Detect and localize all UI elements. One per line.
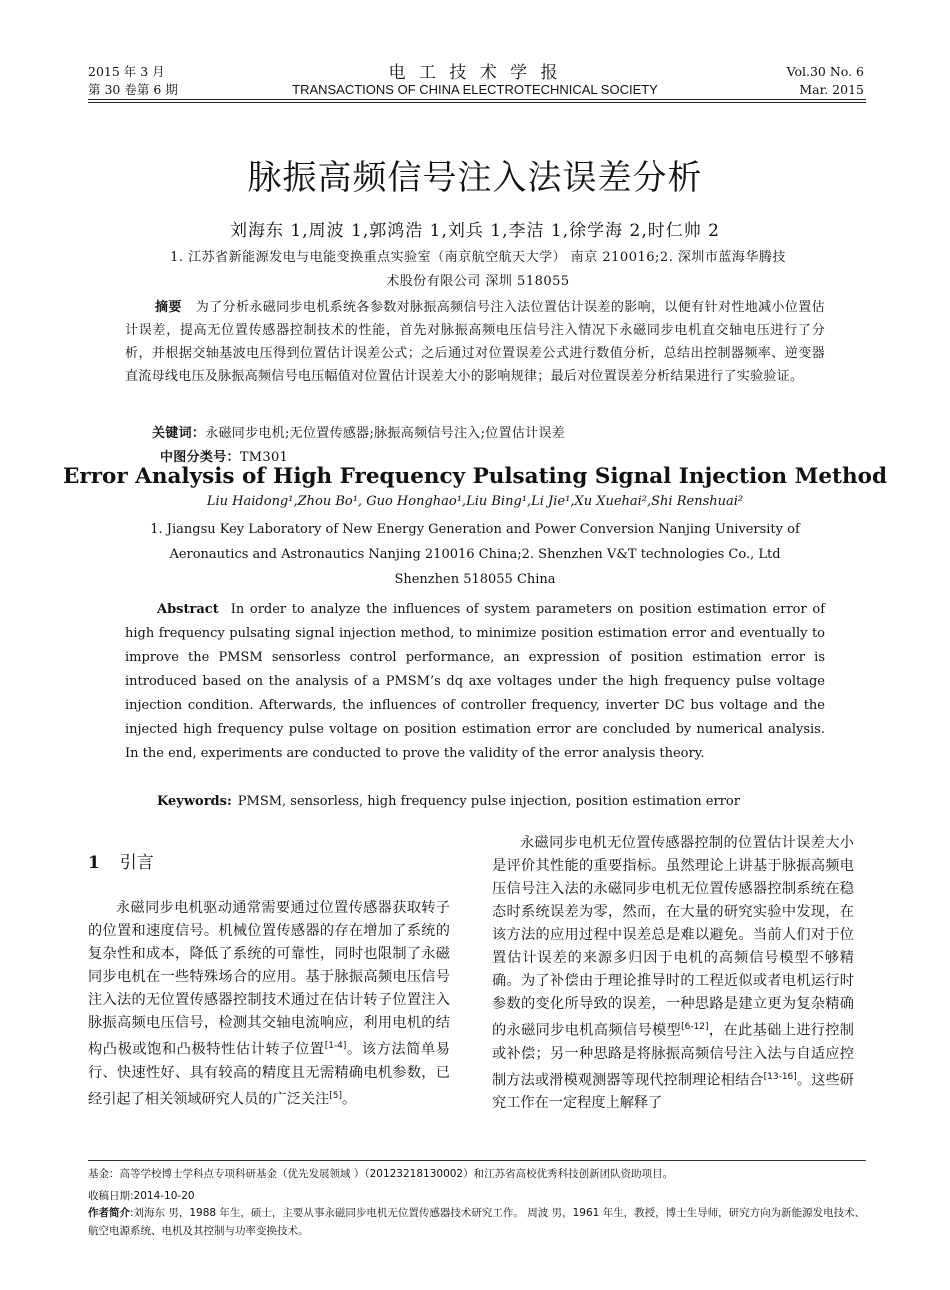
section-number: 1 xyxy=(88,853,100,873)
citation: [1-4] xyxy=(324,1041,347,1051)
affiliation-en-line2: Aeronautics and Astronautics Nanjing 210016 China;2. Shenzhen V&T technologies Co., Ltd xyxy=(169,547,781,562)
header-rule xyxy=(88,99,866,100)
section-heading xyxy=(88,848,154,873)
header-date: 2015 年 3 月 xyxy=(88,64,165,79)
footnote-author-bio xyxy=(88,1204,866,1240)
bio-text: :刘海东 男，1988 年生，硕士，主要从事永磁同步电机无位置传感器技术研究工作。 周波 男，1961 年生，教授，博士生导师，研究方向为新能源发电技术、航空电源系统、电机及其控制与功率变换技术。 xyxy=(88,1207,866,1237)
authors-en: Liu Haidong¹,Zhou Bo¹, Guo Honghao¹,Liu Bing¹,Li Jie¹,Xu Xuehai²,Shi Renshuai² xyxy=(206,494,744,509)
citation: [6-12] xyxy=(681,1022,709,1032)
journal-title-cn: 电 工 技 术 学 报 xyxy=(388,63,562,83)
affiliation-cn-line2: 术股份有限公司 深圳 518055 xyxy=(386,274,570,289)
footnote-fund: 基金：高等学校博士学科点专项科研基金（优先发展领域 ）（20123218130002）和江苏省高校优秀科技创新团队资助项目。 xyxy=(88,1168,674,1180)
header-volume-cn: 第 30 卷第 6 期 xyxy=(88,82,178,97)
affiliation-cn-line1: 1. 江苏省新能源发电与电能变换重点实验室（南京航空航天大学） 南京 210016;2. 深圳市蓝海华腾技 xyxy=(170,250,786,265)
citation: [13-16] xyxy=(763,1071,797,1082)
bio-label: 作者简介 xyxy=(88,1207,130,1219)
keywords-en xyxy=(157,790,847,814)
body-right-text-3: 。这些研究工作在一定程度上解释了 xyxy=(492,1072,854,1112)
section-title: 引言 xyxy=(119,853,154,873)
footnote-rule xyxy=(88,1160,866,1161)
body-left-text-3: 。 xyxy=(341,1091,357,1108)
abstract-en xyxy=(125,598,825,766)
abstract-cn-label: 摘要 xyxy=(155,300,182,315)
paper-title-cn: 脉振高频信号注入法误差分析 xyxy=(247,158,703,198)
body-right-text: 永磁同步电机无位置传感器控制的位置估计误差大小是评价其性能的重要指标。虽然理论上讲基于脉振高频电压信号注入法的永磁同步电机无位置传感器控制系统在稳态时系统误差为零，然而，在大量的研究实验中发现，在该方法的应用过程中误差总是难以避免。当前人们对于位置估计误差的来源多归因于电机的高频信号模型不够精确。为了补偿由于理论推导时的工程近似或者电机运行时参数的变化所导致的误差，一种思路是建立更为复杂精确的永磁同步电机高频信号模型 xyxy=(492,835,854,1039)
footnote-received: 收稿日期:2014-10-20 xyxy=(88,1190,195,1202)
affiliation-en-line1: 1. Jiangsu Key Laboratory of New Energy Generation and Power Conversion Nanjing University of xyxy=(150,522,800,537)
journal-title-en: TRANSACTIONS OF CHINA ELECTROTECHNICAL SOCIETY xyxy=(292,82,658,97)
header-rule-2 xyxy=(88,102,866,103)
body-left-text: 永磁同步电机驱动通常需要通过位置传感器获取转子的位置和速度信号。机械位置传感器的存在增加了系统的复杂性和成本，降低了系统的可靠性，同时也限制了永磁同步电机在一些特殊场合的应用。基于脉振高频电压信号注入法的无位置传感器控制技术通过在估计转子位置注入脉振高频电压信号，检测其交轴电流响应，利用电机的结构凸极或饱和凸极特性估计转子位置 xyxy=(88,900,450,1058)
body-paragraph-left xyxy=(88,897,450,1111)
body-left-text-2: 。该方法简单易行、快速性好、具有较高的精度且无需精确电机参数，已经引起了相关领域研究人员的广泛关注 xyxy=(88,1041,450,1108)
keywords-cn-text: 永磁同步电机;无位置传感器;脉振高频信号注入;位置估计误差 xyxy=(205,426,566,441)
citation: [5] xyxy=(329,1090,342,1101)
abstract-cn-text: 为了分析永磁同步电机系统各参数对脉振高频信号注入法位置估计误差的影响，以便有针对性地减小位置估计误差，提高无位置传感器控制技术的性能，首先对脉振高频电压信号注入情况下永磁同步电机直交轴电压进行了分析，并根据交轴基波电压得到位置估计误差公式；之后通过对位置误差公式进行数值分析，总结出控制器频率、逆变器直流母线电压及脉振高频信号电压幅值对位置估计误差大小的影响规律；最后对位置误差分析结果进行了实验验证。 xyxy=(125,300,825,384)
keywords-en-label: Keywords: xyxy=(157,794,232,809)
clc-text: TM301 xyxy=(239,450,289,465)
paper-title-en: Error Analysis of High Frequency Pulsating Signal Injection Method xyxy=(62,464,887,489)
body-paragraph-right xyxy=(492,832,854,1115)
body-right-text-2: ，在此基础上进行控制或补偿；另一种思路是将脉振高频信号注入法与自适应控制方法或滑模观测器等现代控制理论相结合 xyxy=(492,1022,854,1089)
clc-label: 中图分类号： xyxy=(160,450,240,465)
keywords-cn-label: 关键词： xyxy=(152,426,206,441)
keywords-cn xyxy=(152,422,832,445)
header-month-year: Mar. 2015 xyxy=(799,82,864,97)
header-vol-no: Vol.30 No. 6 xyxy=(786,64,864,79)
abstract-en-text: In order to analyze the influences of system parameters on position estimation error of high frequency pulsating signal injection method, to minimize position estimation error and eventually to improve the PMSM sensorless control performance, an expression of position estimation error is introduced based on the analysis of a PMSM’s dq axe voltages under the high frequency pulse voltage injection condition. Afterwards, the influences of controller frequency, inverter DC bus voltage and the injected high frequency pulse voltage on position estimation error are concluded by numerical analysis. In the end, experiments are conducted to prove the validity of the error analysis theory. xyxy=(125,602,825,761)
authors-cn: 刘海东 1,周波 1,郭鸿浩 1,刘兵 1,李洁 1,徐学海 2,时仁帅 2 xyxy=(230,221,720,241)
affiliation-en-line3: Shenzhen 518055 China xyxy=(394,572,556,587)
keywords-en-text: PMSM, sensorless, high frequency pulse injection, position estimation error xyxy=(237,794,740,809)
abstract-cn xyxy=(125,296,825,388)
abstract-en-label: Abstract xyxy=(157,602,219,617)
